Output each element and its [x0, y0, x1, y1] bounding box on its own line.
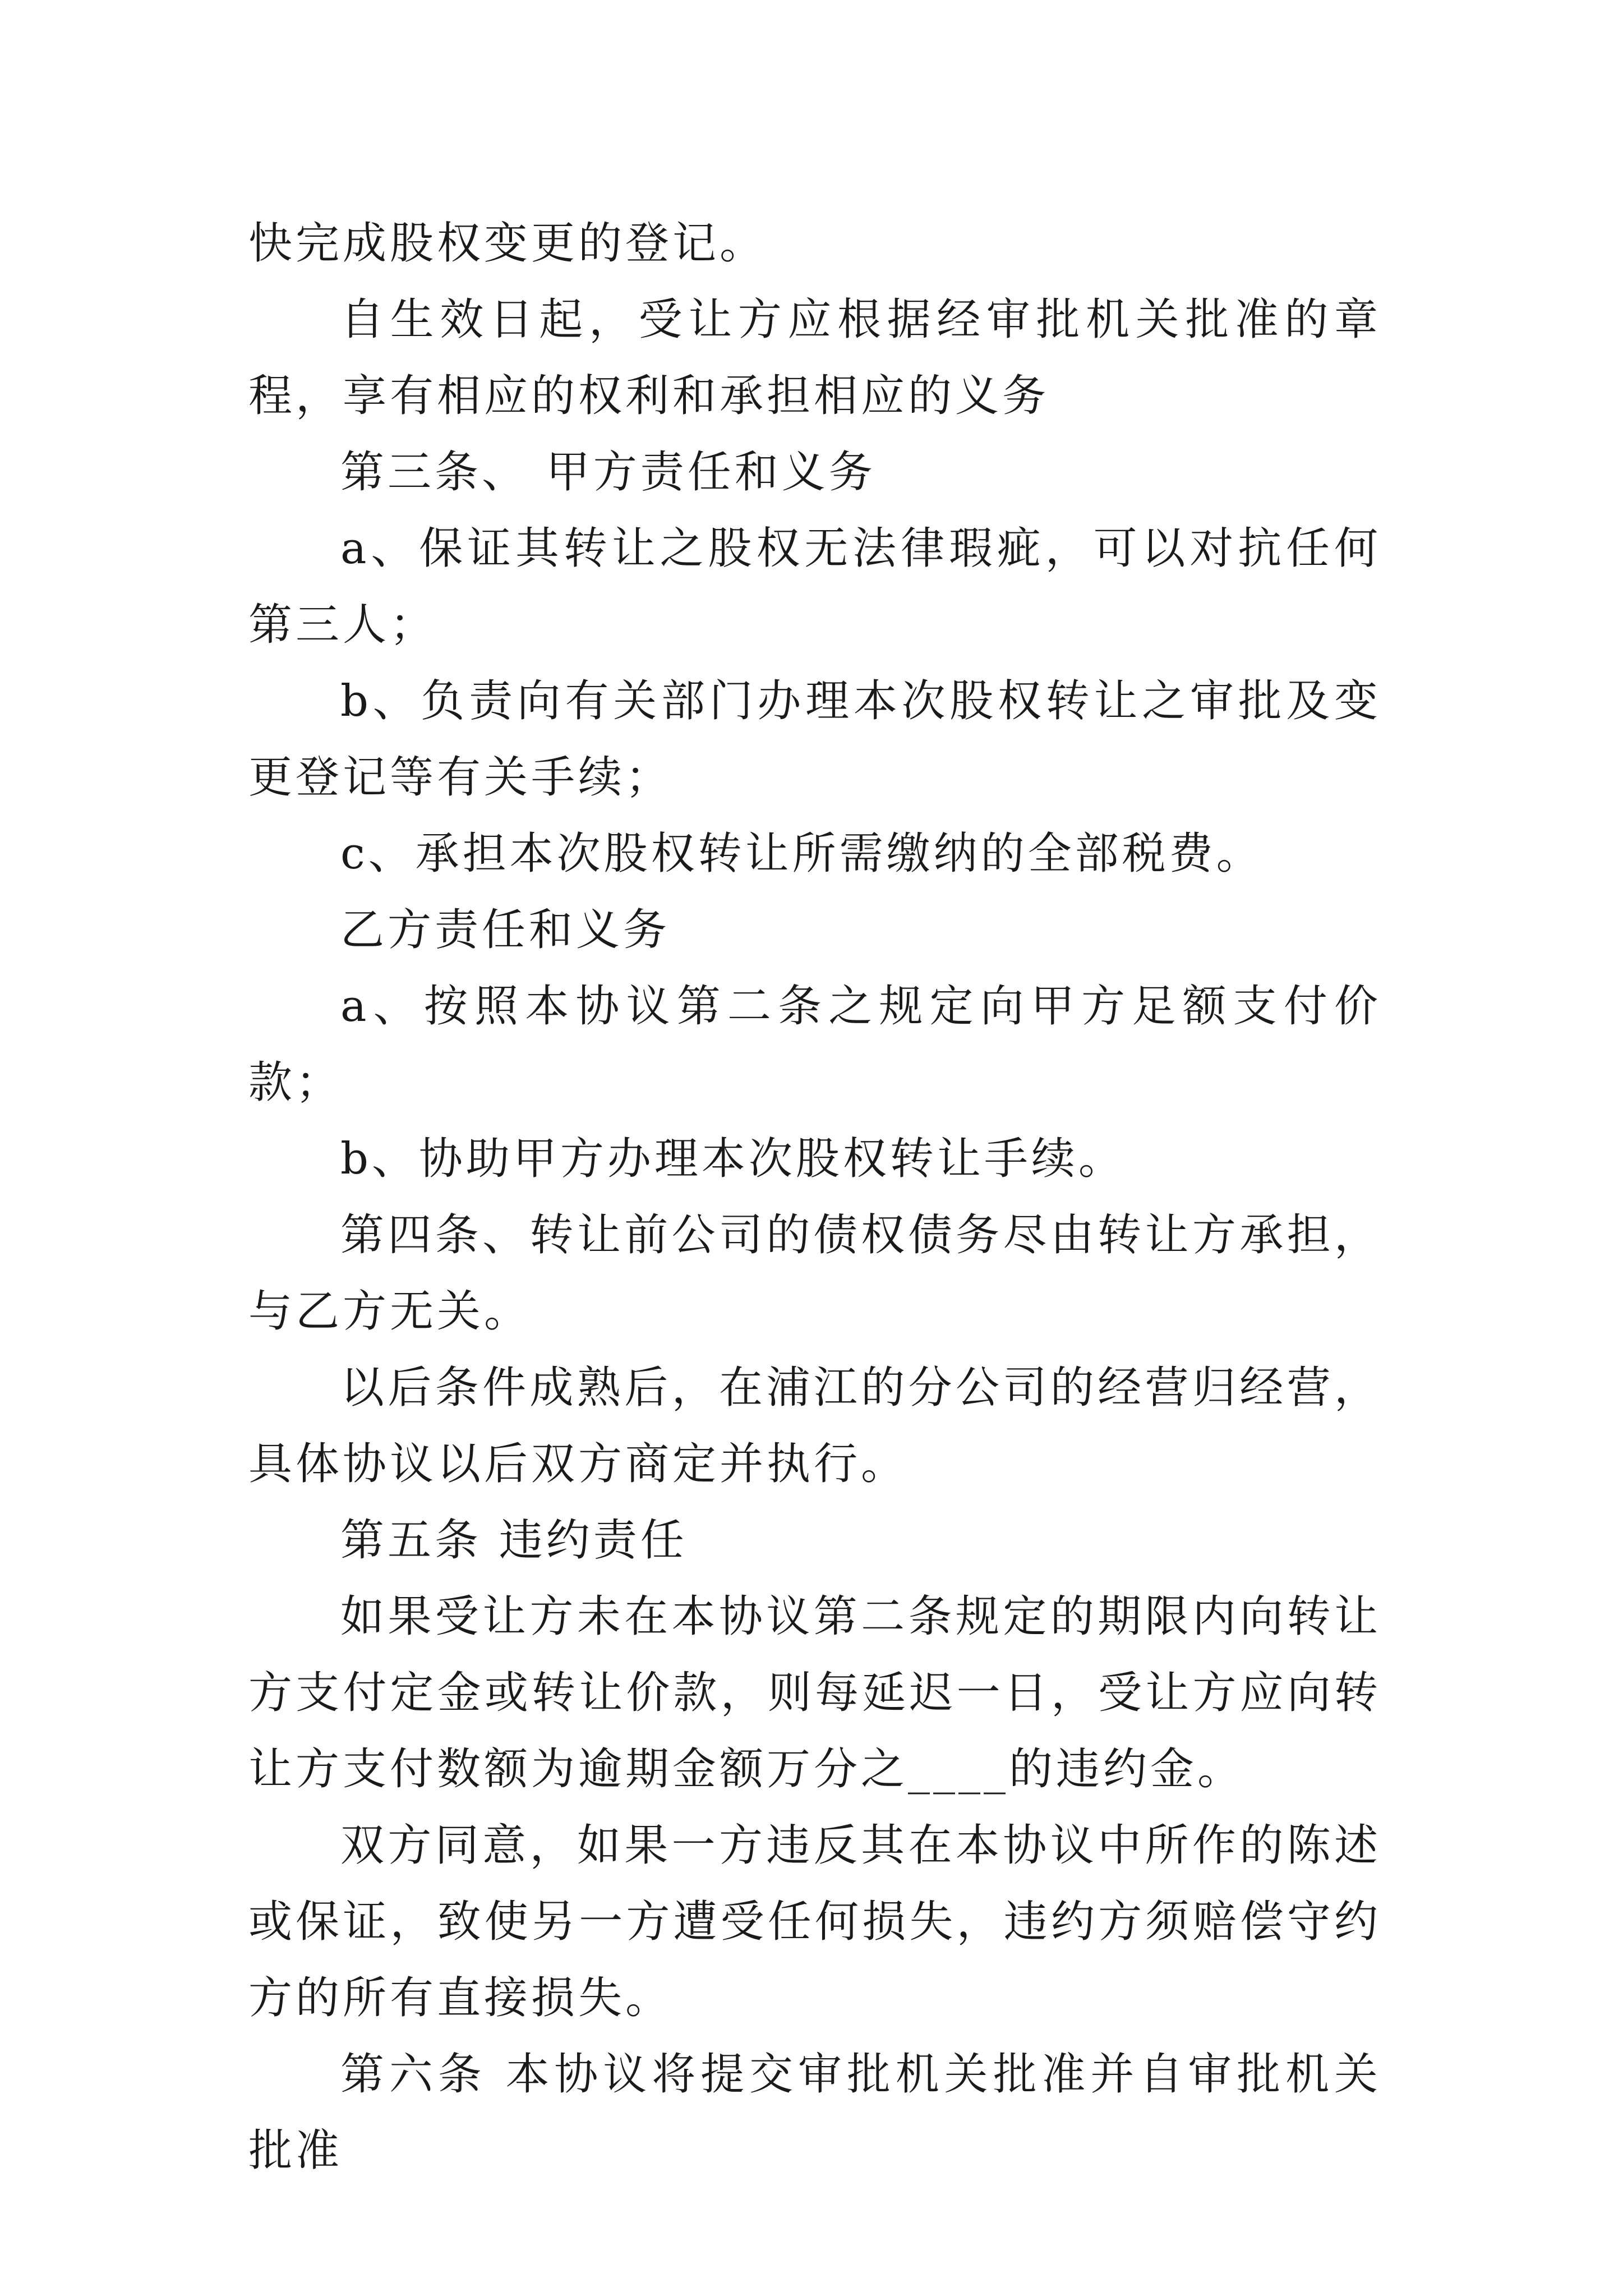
heading-article-5: 第五条 违约责任 [340, 1515, 688, 1566]
clause-3c: c、承担本次股权转让所需缴纳的全部税费。 [340, 829, 1264, 879]
document-body [248, 205, 1381, 2189]
article-4: 第四条、转让前公司的债权债务尽由转让方承担，与乙方无关。 [248, 1210, 1381, 1337]
paragraph-breach-compensation: 双方同意，如果一方违反其在本协议中所作的陈述或保证，致使另一方遭受任何损失，违约方须赔偿守约方的所有直接损失。 [248, 1820, 1381, 2023]
clause-b-b: b、协助甲方办理本次股权转让手续。 [340, 1134, 1126, 1184]
clause-3a: a、保证其转让之股权无法律瑕疵，可以对抗任何第三人； [248, 523, 1381, 650]
clause-3b: b、负责向有关部门办理本次股权转让之审批及变更登记等有关手续； [248, 676, 1381, 803]
paragraph-late-payment-penalty: 如果受让方未在本协议第二条规定的期限内向转让方支付定金或转让价款，则每延迟一日，受让方应向转让方支付数额为逾期金额万分之____的违约金。 [248, 1591, 1381, 1795]
paragraph-branch-operations: 以后条件成熟后，在浦江的分公司的经营归经营，具体协议以后双方商定并执行。 [248, 1363, 1381, 1489]
clause-b-a: a、按照本协议第二条之规定向甲方足额支付价款； [248, 981, 1381, 1108]
article-6: 第六条 本协议将提交审批机关批准并自审批机关批准 [248, 2049, 1381, 2176]
heading-party-b-duties: 乙方责任和义务 [340, 905, 671, 955]
paragraph-effective-date-rights: 自生效日起，受让方应根据经审批机关批准的章程，享有相应的权利和承担相应的义务 [248, 295, 1381, 421]
heading-article-3: 第三条、 甲方责任和义务 [340, 447, 876, 498]
paragraph-registration-completion: 快完成股权变更的登记。 [248, 218, 767, 269]
